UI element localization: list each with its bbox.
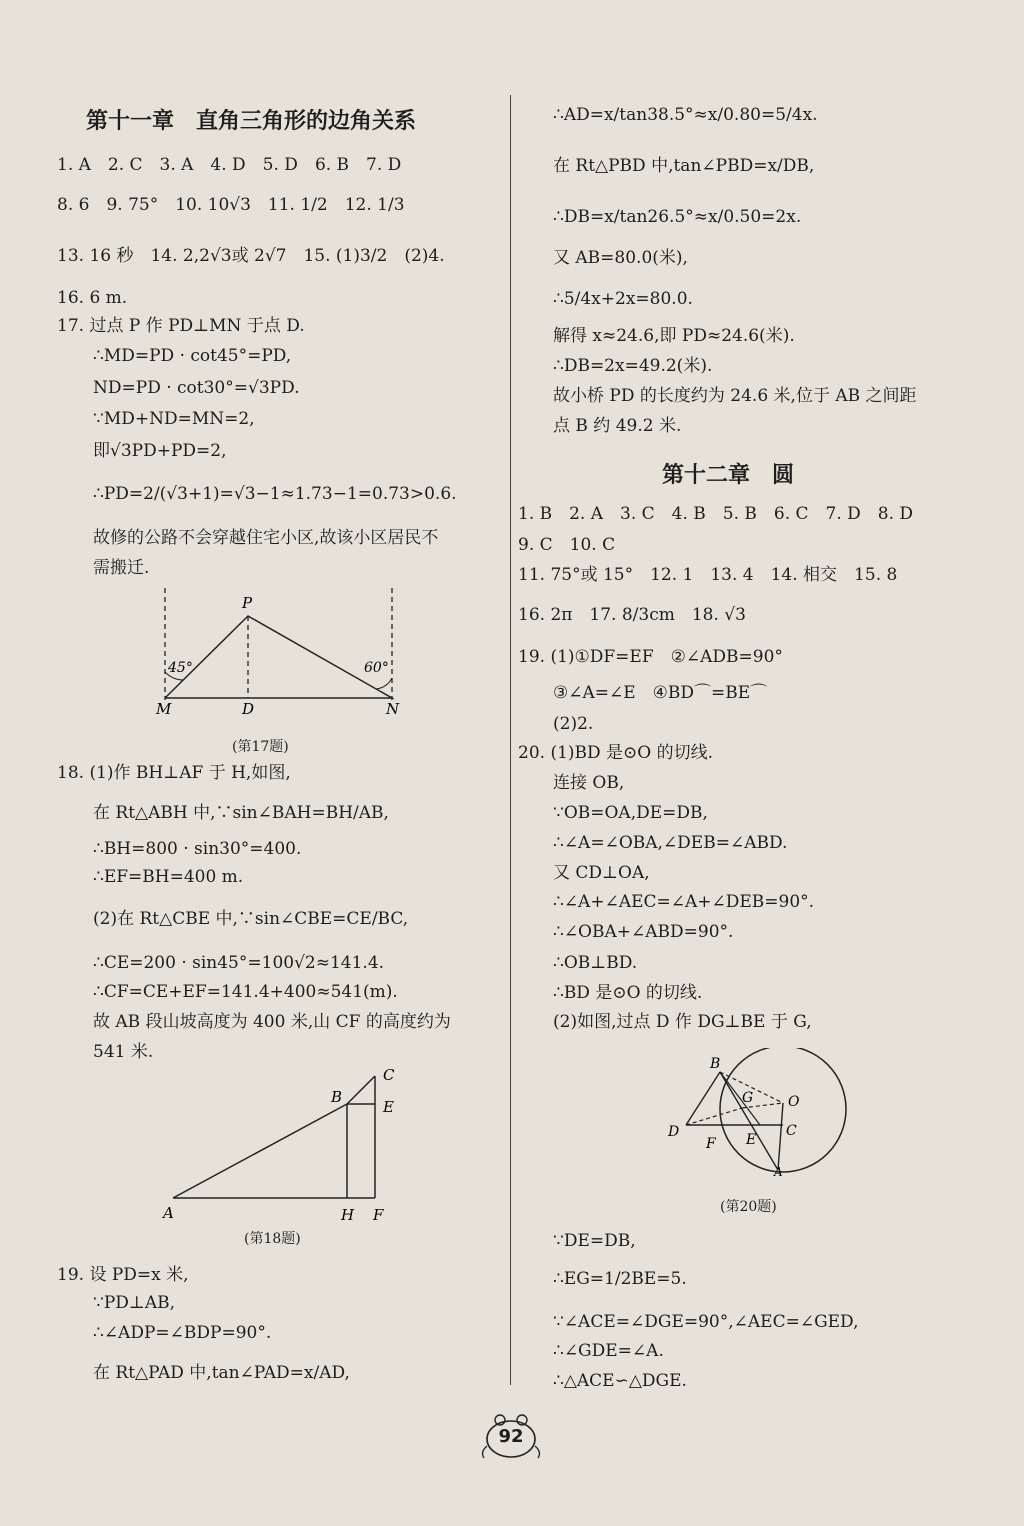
answer-line: 9. C 10. C bbox=[518, 535, 616, 555]
page-number-badge bbox=[478, 1412, 544, 1462]
answer-line: 8. 6 9. 75° 10. 10√3 11. 1/2 12. 1/3 bbox=[57, 195, 405, 215]
answer-line: 1. A 2. C 3. A 4. D 5. D 6. B 7. D bbox=[57, 155, 402, 175]
label-A: A bbox=[774, 1165, 783, 1178]
label-G: G bbox=[742, 1090, 754, 1106]
figure-20-caption: (第20题) bbox=[720, 1199, 777, 1215]
answer-line: ∴DB=x/tan26.5°≈x/0.50=2x. bbox=[553, 207, 802, 227]
answer-line: ③∠A=∠E ④BD⌒=BE⌒ bbox=[553, 683, 768, 703]
answer-line: ∴CF=CE+EF=141.4+400≈541(m). bbox=[93, 982, 398, 1002]
answer-line: ∴△ACE∽△DGE. bbox=[553, 1371, 687, 1391]
figure-17-caption: (第17题) bbox=[232, 739, 289, 755]
label-45deg: 45° bbox=[168, 660, 193, 676]
answer-line: 1. B 2. A 3. C 4. B 5. B 6. C 7. D 8. D bbox=[518, 504, 914, 524]
answer-line: ∴∠A=∠OBA,∠DEB=∠ABD. bbox=[553, 833, 788, 853]
answer-line: 连接 OB, bbox=[553, 773, 625, 793]
answer-line: 需搬迁. bbox=[93, 558, 150, 578]
answer-line: 点 B 约 49.2 米. bbox=[553, 416, 682, 436]
label-D: D bbox=[242, 700, 255, 718]
answer-line: ∴CE=200 · sin45°=100√2≈141.4. bbox=[93, 953, 385, 973]
label-C: C bbox=[383, 1066, 395, 1084]
answer-line: 11. 75°或 15° 12. 1 13. 4 14. 相交 15. 8 bbox=[518, 565, 898, 585]
label-M: M bbox=[156, 700, 172, 718]
answer-line: ∴BH=800 · sin30°=400. bbox=[93, 839, 302, 859]
answer-line: ∴PD=2/(√3+1)=√3−1≈1.73−1=0.73>0.6. bbox=[93, 484, 457, 504]
label-E: E bbox=[383, 1098, 394, 1116]
answer-line: ∴∠A+∠AEC=∠A+∠DEB=90°. bbox=[553, 892, 815, 912]
answer-line: ∴BD 是⊙O 的切线. bbox=[553, 983, 703, 1003]
label-N: N bbox=[386, 700, 400, 718]
answer-line: ∴EG=1/2BE=5. bbox=[553, 1269, 687, 1289]
answer-line: 又 CD⊥OA, bbox=[553, 863, 650, 883]
answer-line: 故修的公路不会穿越住宅小区,故该小区居民不 bbox=[93, 528, 439, 548]
answer-line: ND=PD · cot30°=√3PD. bbox=[93, 378, 300, 398]
answer-line: ∴5/4x+2x=80.0. bbox=[553, 289, 693, 309]
answer-line: ∵MD+ND=MN=2, bbox=[93, 409, 255, 429]
answer-line: ∵OB=OA,DE=DB, bbox=[553, 803, 708, 823]
answer-line: 在 Rt△PBD 中,tan∠PBD=x/DB, bbox=[553, 156, 815, 176]
column-divider bbox=[510, 95, 511, 1385]
label-A: A bbox=[163, 1204, 174, 1222]
answer-line: 故 AB 段山坡高度为 400 米,山 CF 的高度约为 bbox=[93, 1012, 451, 1032]
answer-line: 13. 16 秒 14. 2,2√3或 2√7 15. (1)3/2 (2)4. bbox=[57, 246, 445, 266]
label-E: E bbox=[746, 1132, 757, 1148]
label-60deg: 60° bbox=[364, 660, 389, 676]
answer-line: 19. 设 PD=x 米, bbox=[57, 1265, 189, 1285]
answer-line: ∴EF=BH=400 m. bbox=[93, 867, 244, 887]
answer-line: (2)如图,过点 D 作 DG⊥BE 于 G, bbox=[553, 1012, 812, 1032]
answer-line: ∵DE=DB, bbox=[553, 1231, 636, 1251]
answer-line: 19. (1)①DF=EF ②∠ADB=90° bbox=[518, 647, 783, 667]
label-H: H bbox=[341, 1206, 355, 1224]
answer-line: ∴∠ADP=∠BDP=90°. bbox=[93, 1323, 272, 1343]
page-number: 92 bbox=[498, 1426, 524, 1447]
answer-line: 20. (1)BD 是⊙O 的切线. bbox=[518, 743, 714, 763]
chapter-12-title: 第十二章 圆 bbox=[662, 463, 795, 488]
answer-line: ∴DB=2x=49.2(米). bbox=[553, 356, 713, 376]
label-C: C bbox=[786, 1123, 797, 1139]
label-B: B bbox=[710, 1056, 721, 1072]
answer-line: ∴AD=x/tan38.5°≈x/0.80=5/4x. bbox=[553, 105, 818, 125]
answer-line: 在 Rt△PAD 中,tan∠PAD=x/AD, bbox=[93, 1363, 350, 1383]
answer-line: 在 Rt△ABH 中,∵sin∠BAH=BH/AB, bbox=[93, 803, 389, 823]
label-D: D bbox=[668, 1124, 680, 1140]
answer-line: 又 AB=80.0(米), bbox=[553, 248, 688, 268]
answer-line: 541 米. bbox=[93, 1042, 154, 1062]
answer-line: ∴∠OBA+∠ABD=90°. bbox=[553, 922, 734, 942]
figure-18-caption: (第18题) bbox=[244, 1231, 301, 1247]
answer-line: ∵PD⊥AB, bbox=[93, 1293, 176, 1313]
figure-18 bbox=[155, 1062, 405, 1227]
answer-line: 解得 x≈24.6,即 PD≈24.6(米). bbox=[553, 326, 795, 346]
answer-line: (2)2. bbox=[553, 714, 594, 734]
answer-line: ∴OB⊥BD. bbox=[553, 953, 638, 973]
answer-line: 17. 过点 P 作 PD⊥MN 于点 D. bbox=[57, 316, 305, 336]
label-F: F bbox=[706, 1136, 716, 1152]
answer-line: ∴∠GDE=∠A. bbox=[553, 1341, 664, 1361]
label-B: B bbox=[331, 1088, 343, 1106]
label-O: O bbox=[788, 1094, 800, 1110]
answer-line: 16. 2π 17. 8/3cm 18. √3 bbox=[518, 605, 746, 625]
answer-line: (2)在 Rt△CBE 中,∵sin∠CBE=CE/BC, bbox=[93, 909, 409, 929]
label-F: F bbox=[373, 1206, 384, 1224]
figure-20 bbox=[660, 1048, 860, 1178]
answer-line: 18. (1)作 BH⊥AF 于 H,如图, bbox=[57, 763, 291, 783]
label-P: P bbox=[242, 594, 253, 612]
answer-line: 16. 6 m. bbox=[57, 288, 128, 308]
answer-line: 即√3PD+PD=2, bbox=[93, 441, 227, 461]
answer-line: ∴MD=PD · cot45°=PD, bbox=[93, 346, 292, 366]
answer-line: 故小桥 PD 的长度约为 24.6 米,位于 AB 之间距 bbox=[553, 386, 917, 406]
answer-line: ∵∠ACE=∠DGE=90°,∠AEC=∠GED, bbox=[553, 1312, 859, 1332]
chapter-11-title: 第十一章 直角三角形的边角关系 bbox=[86, 109, 417, 134]
figure-17 bbox=[150, 580, 410, 720]
